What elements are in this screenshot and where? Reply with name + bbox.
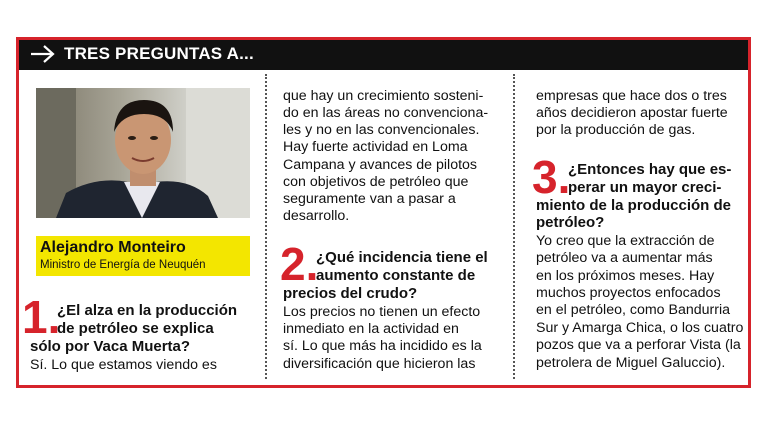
person-name: Alejandro Monteiro: [40, 239, 186, 256]
answer-1-line: Sí. Lo que estamos viendo es: [30, 357, 217, 373]
answer-3-line: en los próximos meses. Hay: [536, 268, 715, 284]
answer-3-line: Yo creo que la extracción de: [536, 233, 715, 249]
question-1-line: ¿El alza en la producción: [57, 302, 238, 319]
answer-1-continued: que hay un crecimiento sosteni-: [283, 88, 484, 104]
column-divider: [513, 74, 515, 379]
answer-2-line: inmediato en la actividad en: [283, 321, 459, 337]
answer-3-line: muchos proyectos enfocados: [536, 285, 721, 301]
answer-2-line: diversificación que hicieron las: [283, 356, 476, 372]
person-illustration: [36, 88, 250, 218]
answer-2-line: Los precios no tienen un efecto: [283, 304, 481, 320]
header-title: TRES PREGUNTAS A...: [64, 44, 254, 63]
person-role: Ministro de Energía de Neuquén: [40, 259, 206, 271]
answer-1-continued: con objetivos de petróleo que: [283, 174, 469, 190]
answer-1-continued: desarrollo.: [283, 208, 350, 224]
answer-3-line: petróleo va a aumentar más: [536, 250, 713, 266]
answer-2-continued: por la producción de gas.: [536, 122, 696, 138]
question-3-line: miento de la producción de: [536, 197, 732, 214]
arrow-right-icon: [30, 43, 56, 65]
question-3-line: petróleo?: [536, 214, 605, 231]
answer-3-line: pozos que va a perforar Vista (la: [536, 337, 741, 353]
column-divider: [265, 74, 267, 379]
answer-1-continued: Campana y avances de pilotos: [283, 157, 478, 173]
answer-2-continued: años decidieron apostar fuerte: [536, 105, 728, 121]
portrait-photo: [36, 88, 250, 218]
answer-3-line: Sur y Amarga Chica, o los cuatro: [536, 320, 744, 336]
answer-3-line: en el petróleo, como Bandurria: [536, 302, 731, 318]
answer-2-line: sí. Lo que más ha incidido es la: [283, 338, 482, 354]
answer-1-continued: seguramente van a pasar a: [283, 191, 456, 207]
question-2-line: ¿Qué incidencia tiene el: [316, 249, 488, 266]
question-2-line: aumento constante de: [316, 267, 476, 284]
question-3-line: perar un mayor creci-: [568, 179, 722, 196]
question-1-line: sólo por Vaca Muerta?: [30, 338, 191, 355]
answer-1-continued: Hay fuerte actividad en Loma: [283, 139, 468, 155]
question-3-line: ¿Entonces hay que es-: [568, 161, 732, 178]
answer-1-continued: do en las áreas no convenciona-: [283, 105, 489, 121]
answer-3-line: petrolera de Miguel Galuccio).: [536, 355, 726, 371]
question-number-2: 2.: [280, 238, 319, 290]
answer-2-continued: empresas que hace dos o tres: [536, 88, 727, 104]
answer-1-continued: les y no en las convencionales.: [283, 122, 480, 138]
question-number-1: 1.: [22, 291, 61, 343]
question-2-line: precios del crudo?: [283, 285, 418, 302]
question-number-3: 3.: [532, 151, 571, 203]
section-header: [16, 37, 751, 70]
question-1-line: de petróleo se explica: [57, 320, 214, 337]
